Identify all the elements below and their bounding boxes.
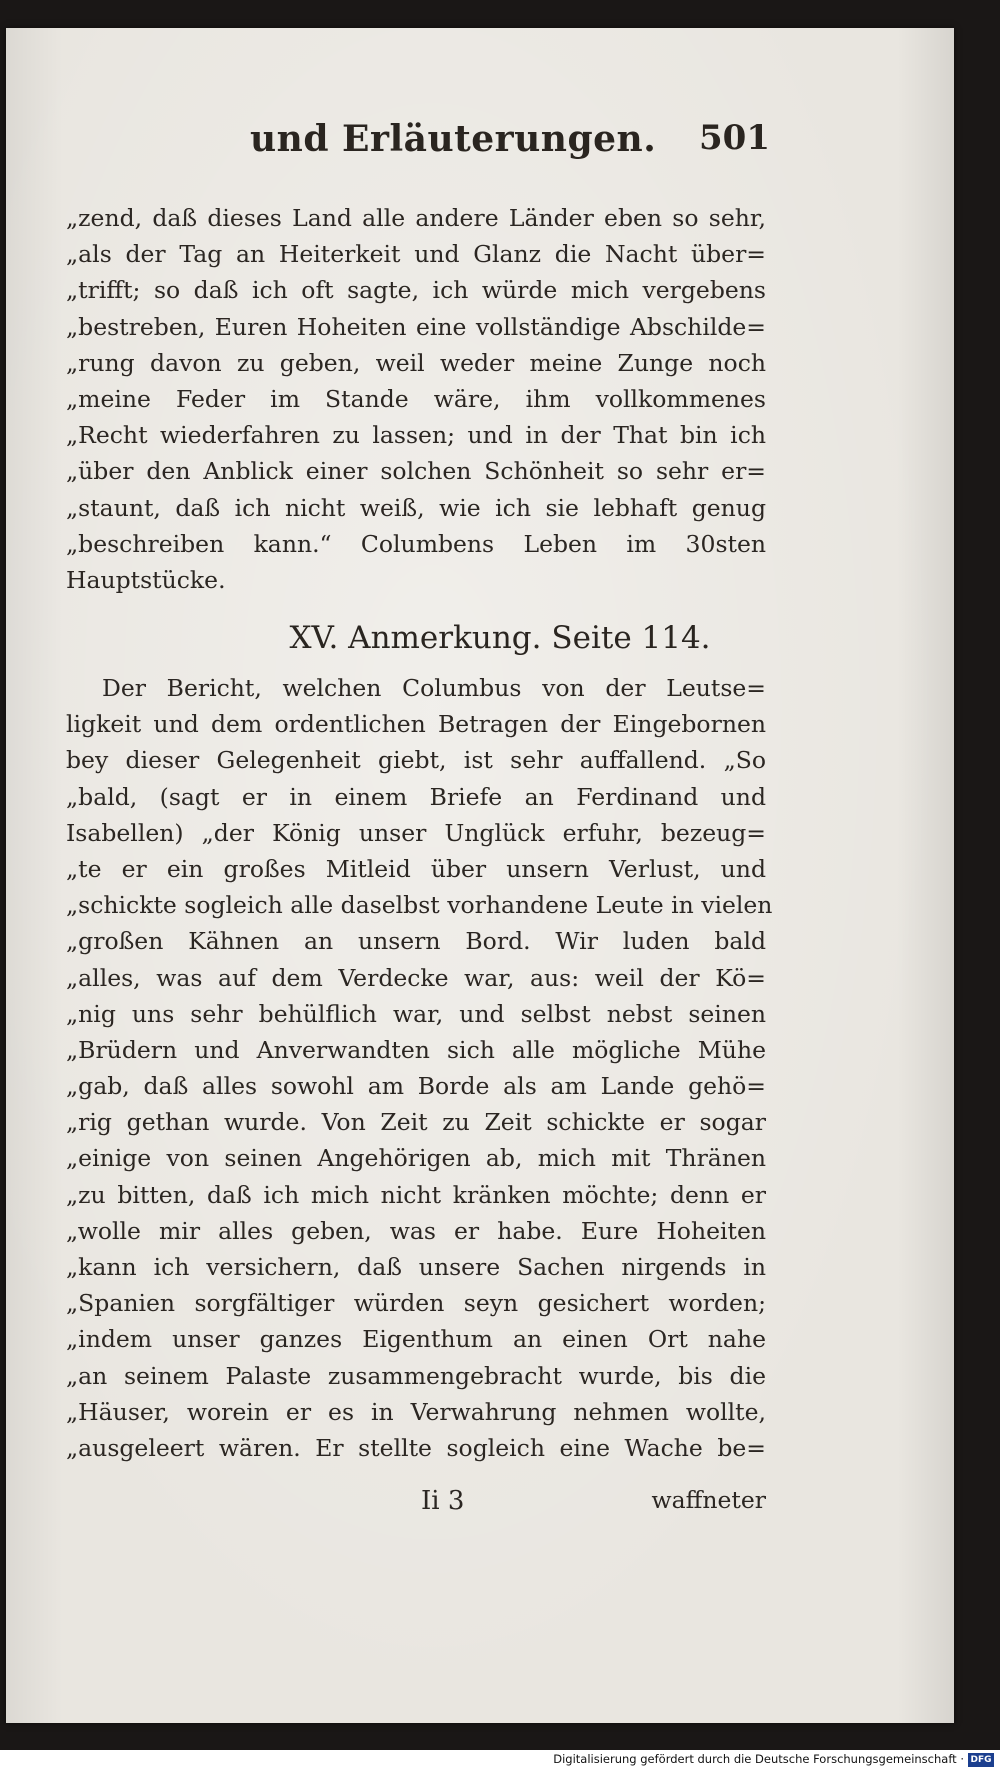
text-line: „ausgeleert wären. Er stellte sogleich eine Wache be= — [66, 1433, 766, 1462]
page-footer — [66, 1486, 766, 1526]
text-line: „zend, daß dieses Land alle andere Länder eben so sehr, — [66, 204, 766, 232]
signature-mark: Ii 3 — [421, 1486, 465, 1516]
text-line: „zu bitten, daß ich mich nicht kränken möchte; denn er — [66, 1180, 766, 1209]
digitization-credit: Digitalisierung gefördert durch die Deutsche Forschungsgemeinschaft · — [553, 1752, 964, 1766]
section-heading: XV. Anmerkung. Seite 114. — [289, 620, 711, 656]
text-line: „indem unser ganzes Eigenthum an einen Ort nahe — [66, 1325, 766, 1354]
catchword: waffneter — [651, 1486, 766, 1514]
continued-quote-block — [66, 200, 766, 598]
text-line: „als der Tag an Heiterkeit und Glanz die Nacht über= — [66, 240, 766, 269]
text-line: Hauptstücke. — [66, 565, 226, 594]
text-line: „meine Feder im Stande wäre, ihm vollkommenes — [66, 384, 766, 413]
text-line: „rig gethan wurde. Von Zeit zu Zeit schickte er sogar — [66, 1108, 766, 1137]
text-line: Isabellen) „der König unser Unglück erfuhr, bezeug= — [66, 818, 766, 847]
text-line: „wolle mir alles geben, was er habe. Eure Hoheiten — [66, 1216, 766, 1245]
text-line: „Recht wiederfahren zu lassen; und in der That bin ich — [66, 421, 766, 450]
dfg-logo: DFG — [968, 1753, 994, 1767]
text-line: bey dieser Gelegenheit giebt, ist sehr auffallend. „So — [66, 746, 766, 775]
running-title: und Erläuterungen. — [250, 118, 657, 160]
text-line: ligkeit und dem ordentlichen Betragen der Eingebornen — [66, 710, 766, 739]
page-header — [250, 118, 770, 178]
text-line: „Häuser, worein er es in Verwahrung nehmen wollte, — [66, 1397, 766, 1426]
text-line: „bald, (sagt er in einem Briefe an Ferdinand und — [66, 782, 766, 811]
text-line: „staunt, daß ich nicht weiß, wie ich sie lebhaft genug — [66, 493, 766, 522]
text-line: „rung davon zu geben, weil weder meine Zunge noch — [66, 348, 766, 377]
text-line: „beschreiben kann.“ Columbens Leben im 30sten — [66, 529, 766, 558]
page-number: 501 — [699, 118, 770, 158]
text-line: „kann ich versichern, daß unsere Sachen nirgends in — [66, 1253, 766, 1281]
note-body — [66, 670, 773, 1466]
text-line: „einige von seinen Angehörigen ab, mich mit Thränen — [66, 1144, 766, 1173]
text-line: „nig uns sehr behülflich war, und selbst nebst seinen — [66, 999, 766, 1028]
text-line: „alles, was auf dem Verdecke war, aus: weil der Kö= — [66, 963, 766, 992]
text-line: „bestreben, Euren Hoheiten eine vollständige Abschilde= — [66, 312, 766, 341]
text-line: „trifft; so daß ich oft sagte, ich würde mich vergebens — [66, 276, 766, 305]
text-line: „großen Kähnen an unsern Bord. Wir luden bald — [66, 927, 766, 956]
text-line: „te er ein großes Mitleid über unsern Verlust, und — [66, 854, 766, 883]
text-line: „Spanien sorgfältiger würden seyn gesichert worden; — [66, 1289, 766, 1318]
text-line: „gab, daß alles sowohl am Borde als am Lande gehö= — [66, 1072, 766, 1101]
text-line: „an seinem Palaste zusammengebracht wurde, bis die — [66, 1361, 766, 1390]
text-line: „über den Anblick einer solchen Schönheit so sehr er= — [66, 457, 766, 486]
text-line: „Brüdern und Anverwandten sich alle mögliche Mühe — [66, 1035, 766, 1064]
text-line: Der Bericht, welchen Columbus von der Leutse= — [102, 674, 766, 702]
text-line: „schickte sogleich alle daselbst vorhandene Leute in vielen — [66, 891, 773, 920]
